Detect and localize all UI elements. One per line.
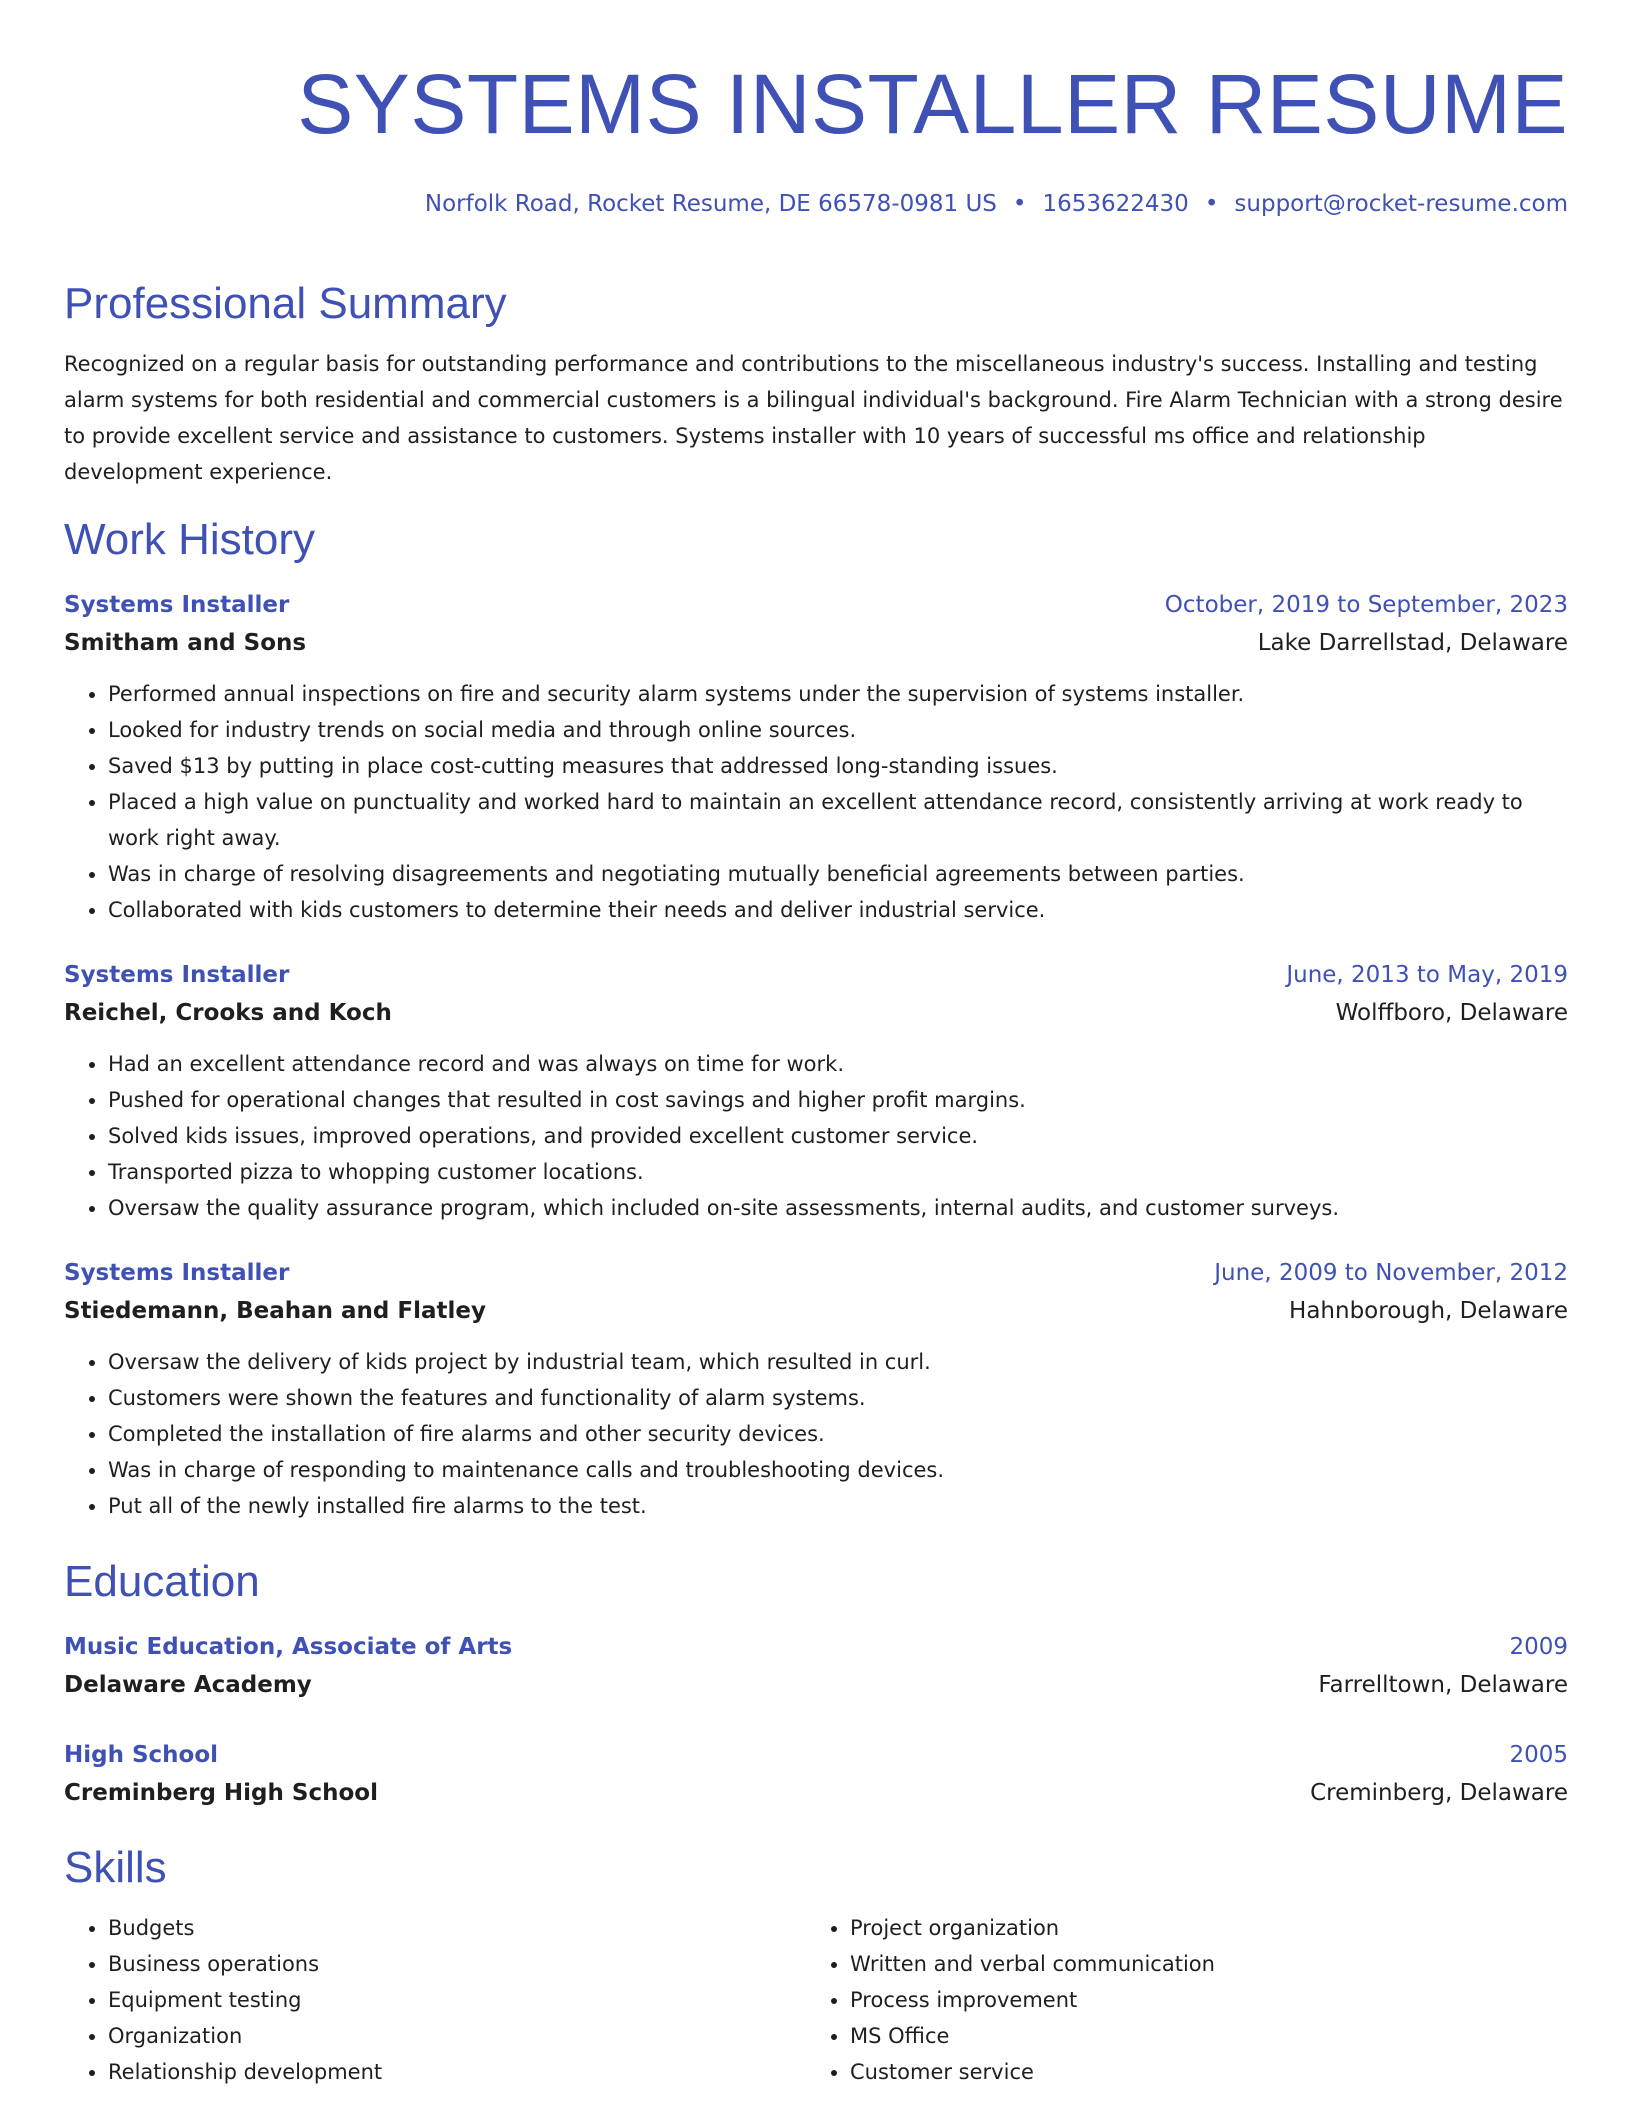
contact-phone: 1653622430	[1042, 191, 1189, 217]
job-dates: June, 2013 to May, 2019	[1286, 962, 1568, 988]
education-school: Delaware Academy	[64, 1672, 312, 1698]
education-degree: High School	[64, 1742, 219, 1768]
job-bullet: • Solved kids issues, improved operations, and provided excellent customer service.	[108, 1118, 1568, 1154]
summary-heading: Professional Summary	[64, 279, 507, 328]
job-company: Stiedemann, Beahan and Flatley	[64, 1298, 486, 1324]
contact-email: support@rocket-resume.com	[1234, 191, 1568, 217]
job-bullet: • Looked for industry trends on social media and through online sources.	[108, 712, 1568, 748]
job-location: Wolffboro, Delaware	[1335, 1000, 1568, 1026]
job-bullet: • Pushed for operational changes that resulted in cost savings and higher profit margins.	[108, 1082, 1568, 1118]
skills-heading: Skills	[64, 1843, 167, 1892]
job-bullet: • Was in charge of resolving disagreements and negotiating mutually beneficial agreements between parties.	[108, 856, 1568, 892]
job-location: Lake Darrellstad, Delaware	[1257, 630, 1568, 656]
education-degree: Music Education, Associate of Arts	[64, 1634, 513, 1660]
education-year: 2005	[1509, 1742, 1568, 1768]
skill-item: • Written and verbal communication	[850, 1946, 1548, 1982]
job-bullet: • Collaborated with kids customers to determine their needs and deliver industrial service.	[108, 892, 1568, 928]
job-bullet: • Put all of the newly installed fire alarms to the test.	[108, 1488, 1568, 1524]
job-company: Reichel, Crooks and Koch	[64, 1000, 392, 1026]
job-bullet: • Was in charge of responding to maintenance calls and troubleshooting devices.	[108, 1452, 1568, 1488]
education-heading: Education	[64, 1557, 260, 1606]
skill-item: • Organization	[108, 2018, 806, 2054]
education-school: Creminberg High School	[64, 1780, 378, 1806]
job-bullet: • Saved $13 by putting in place cost-cutting measures that addressed long-standing issues.	[108, 748, 1568, 784]
job-bullet: • Customers were shown the features and functionality of alarm systems.	[108, 1380, 1568, 1416]
education-year: 2009	[1509, 1634, 1568, 1660]
job-bullets	[64, 676, 1568, 928]
job-bullet: • Had an excellent attendance record and was always on time for work.	[108, 1046, 1568, 1082]
skills-list	[64, 1910, 1568, 2090]
job-role: Systems Installer	[64, 1260, 290, 1286]
summary-text: Recognized on a regular basis for outstanding performance and contributions to the miscellaneous industry's success. Installing and testing alarm systems for both residential and commercial customers is a bilingual individual's background. Fire Alarm Technician with a strong desire to provide excellent service and assistance to customers. Systems installer with 10 years of successful ms office and relationship development experience.	[64, 352, 1563, 484]
resume-page	[64, 0, 1568, 2090]
job-bullet: • Transported pizza to whopping customer locations.	[108, 1154, 1568, 1190]
skill-item: • Customer service	[850, 2054, 1548, 2090]
job-dates: June, 2009 to November, 2012	[1214, 1260, 1568, 1286]
job-role: Systems Installer	[64, 592, 290, 618]
job-location: Hahnborough, Delaware	[1289, 1298, 1568, 1324]
education-location: Farrelltown, Delaware	[1318, 1672, 1568, 1698]
work-history-heading: Work History	[64, 515, 315, 564]
education-entry	[64, 1628, 1568, 1704]
job-bullet: • Oversaw the delivery of kids project by industrial team, which resulted in curl.	[108, 1344, 1568, 1380]
job-entry	[64, 956, 1568, 1226]
skill-item: • Project organization	[850, 1910, 1548, 1946]
job-bullets	[64, 1046, 1568, 1226]
job-bullet: • Oversaw the quality assurance program, which included on-site assessments, internal audits, and customer surveys.	[108, 1190, 1568, 1226]
contact-separator: •	[1204, 191, 1219, 217]
contact-separator: •	[1012, 191, 1027, 217]
resume-title: SYSTEMS INSTALLER RESUME	[297, 57, 1568, 151]
skill-item: • MS Office	[850, 2018, 1548, 2054]
education-location: Creminberg, Delaware	[1310, 1780, 1568, 1806]
contact-line	[64, 188, 1568, 220]
skill-item: • Equipment testing	[108, 1982, 806, 2018]
skill-item: • Relationship development	[108, 2054, 806, 2090]
job-bullet: • Completed the installation of fire alarms and other security devices.	[108, 1416, 1568, 1452]
job-bullets	[64, 1344, 1568, 1524]
job-company: Smitham and Sons	[64, 630, 307, 656]
job-entry	[64, 586, 1568, 928]
contact-address: Norfolk Road, Rocket Resume, DE 66578-0981 US	[424, 191, 997, 217]
skill-item: • Process improvement	[850, 1982, 1548, 2018]
job-role: Systems Installer	[64, 962, 290, 988]
education-entry	[64, 1736, 1568, 1812]
skill-item: • Budgets	[108, 1910, 806, 1946]
skills-column-left	[64, 1910, 806, 2090]
job-bullet: • Placed a high value on punctuality and worked hard to maintain an excellent attendance record, consistently arriving at work ready to work right away.	[108, 784, 1568, 856]
job-dates: October, 2019 to September, 2023	[1164, 592, 1568, 618]
job-entry	[64, 1254, 1568, 1524]
skill-item: • Business operations	[108, 1946, 806, 1982]
job-bullet: • Performed annual inspections on fire and security alarm systems under the supervision of systems installer.	[108, 676, 1568, 712]
skills-column-right	[806, 1910, 1548, 2090]
